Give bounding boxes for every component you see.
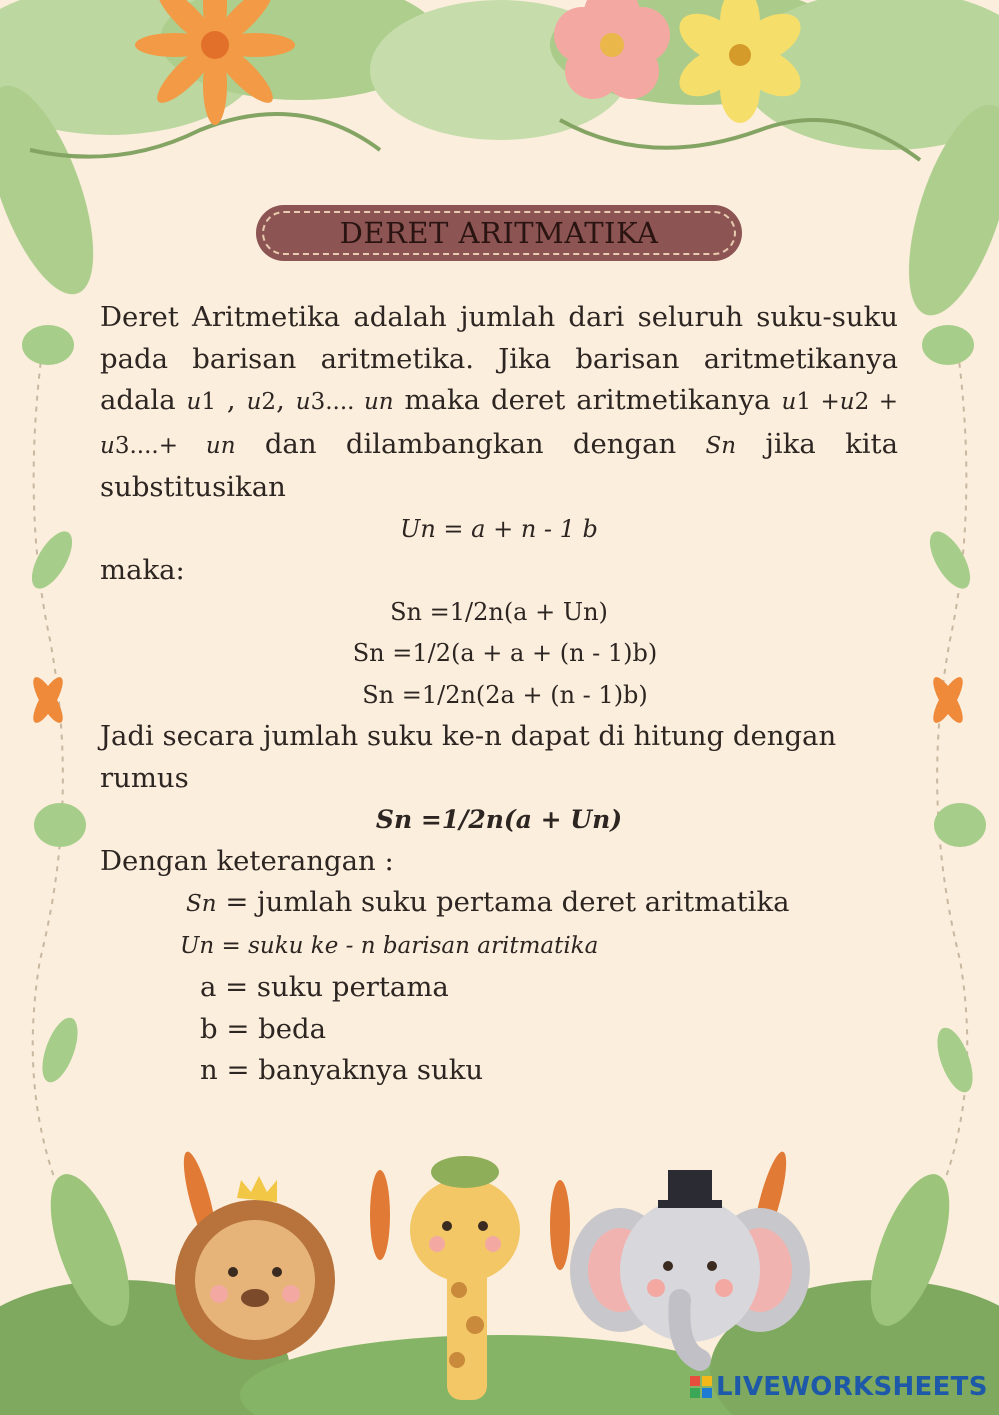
intro-text: + [810,389,840,415]
sn-symbol: Sn [186,891,217,917]
intro-text: jika kita substitusikan [100,427,898,503]
derivation-step-1: Sn =1/2n(a + Un) [390,597,608,626]
var-u2: u2 [246,389,277,415]
var-un: un [363,389,394,415]
intro-text: , [276,384,296,416]
intro-text: .... [325,389,364,415]
watermark[interactable]: LIVEWORKSHEETS [716,1372,988,1402]
var-u1: u1 [781,389,811,415]
derivation-step-3: Sn =1/2n(2a + (n - 1)b) [362,680,648,709]
pink-flower [554,0,670,99]
sn-description: = jumlah suku pertama deret aritmatika [216,886,790,918]
keterangan-un: Un = suku ke - n barisan aritmatika [180,932,599,959]
keterangan-heading: Dengan keterangan : [100,844,394,877]
intro-text: dan dilambangkan dengan [235,427,706,460]
intro-text: Deret Aritmetika adalah jumlah dari seluruh suku-suku pada barisan aritmetika. Jika barisan aritmetikanya adala [100,301,898,416]
maka-label: maka: [100,554,185,586]
intro-text: + [869,389,898,415]
var-u3: u3 [295,389,326,415]
keterangan-a: a = suku pertama [200,971,449,1003]
var-un: un [205,432,236,459]
liveworksheets-logo-icon [690,1376,712,1398]
conclusion-paragraph: Jadi secara jumlah suku ke-n dapat di hitung dengan rumus [100,720,837,794]
intro-text: , [215,384,247,416]
intro-paragraph [100,297,898,509]
keterangan-sn [100,882,898,926]
intro-text: ....+ [129,432,206,459]
title-badge [256,205,742,261]
var-u2: u2 [839,389,870,415]
keterangan-n: n = banyaknya suku [200,1054,484,1086]
main-formula: Sn =1/2n(a + Un) [375,805,623,834]
formula-un: Un = a + n - 1 b [400,514,598,543]
derivation-step-2: Sn =1/2(a + a + (n - 1)b) [352,639,658,667]
keterangan-b: b = beda [200,1012,327,1045]
intro-text: maka deret aritmetikanya [393,384,782,416]
var-u1: u1 [186,389,216,415]
main-content [100,297,898,1092]
var-u3: u3 [100,432,130,459]
page-title: DERET ARITMATIKA [339,216,659,250]
var-sn: Sn [705,432,737,459]
